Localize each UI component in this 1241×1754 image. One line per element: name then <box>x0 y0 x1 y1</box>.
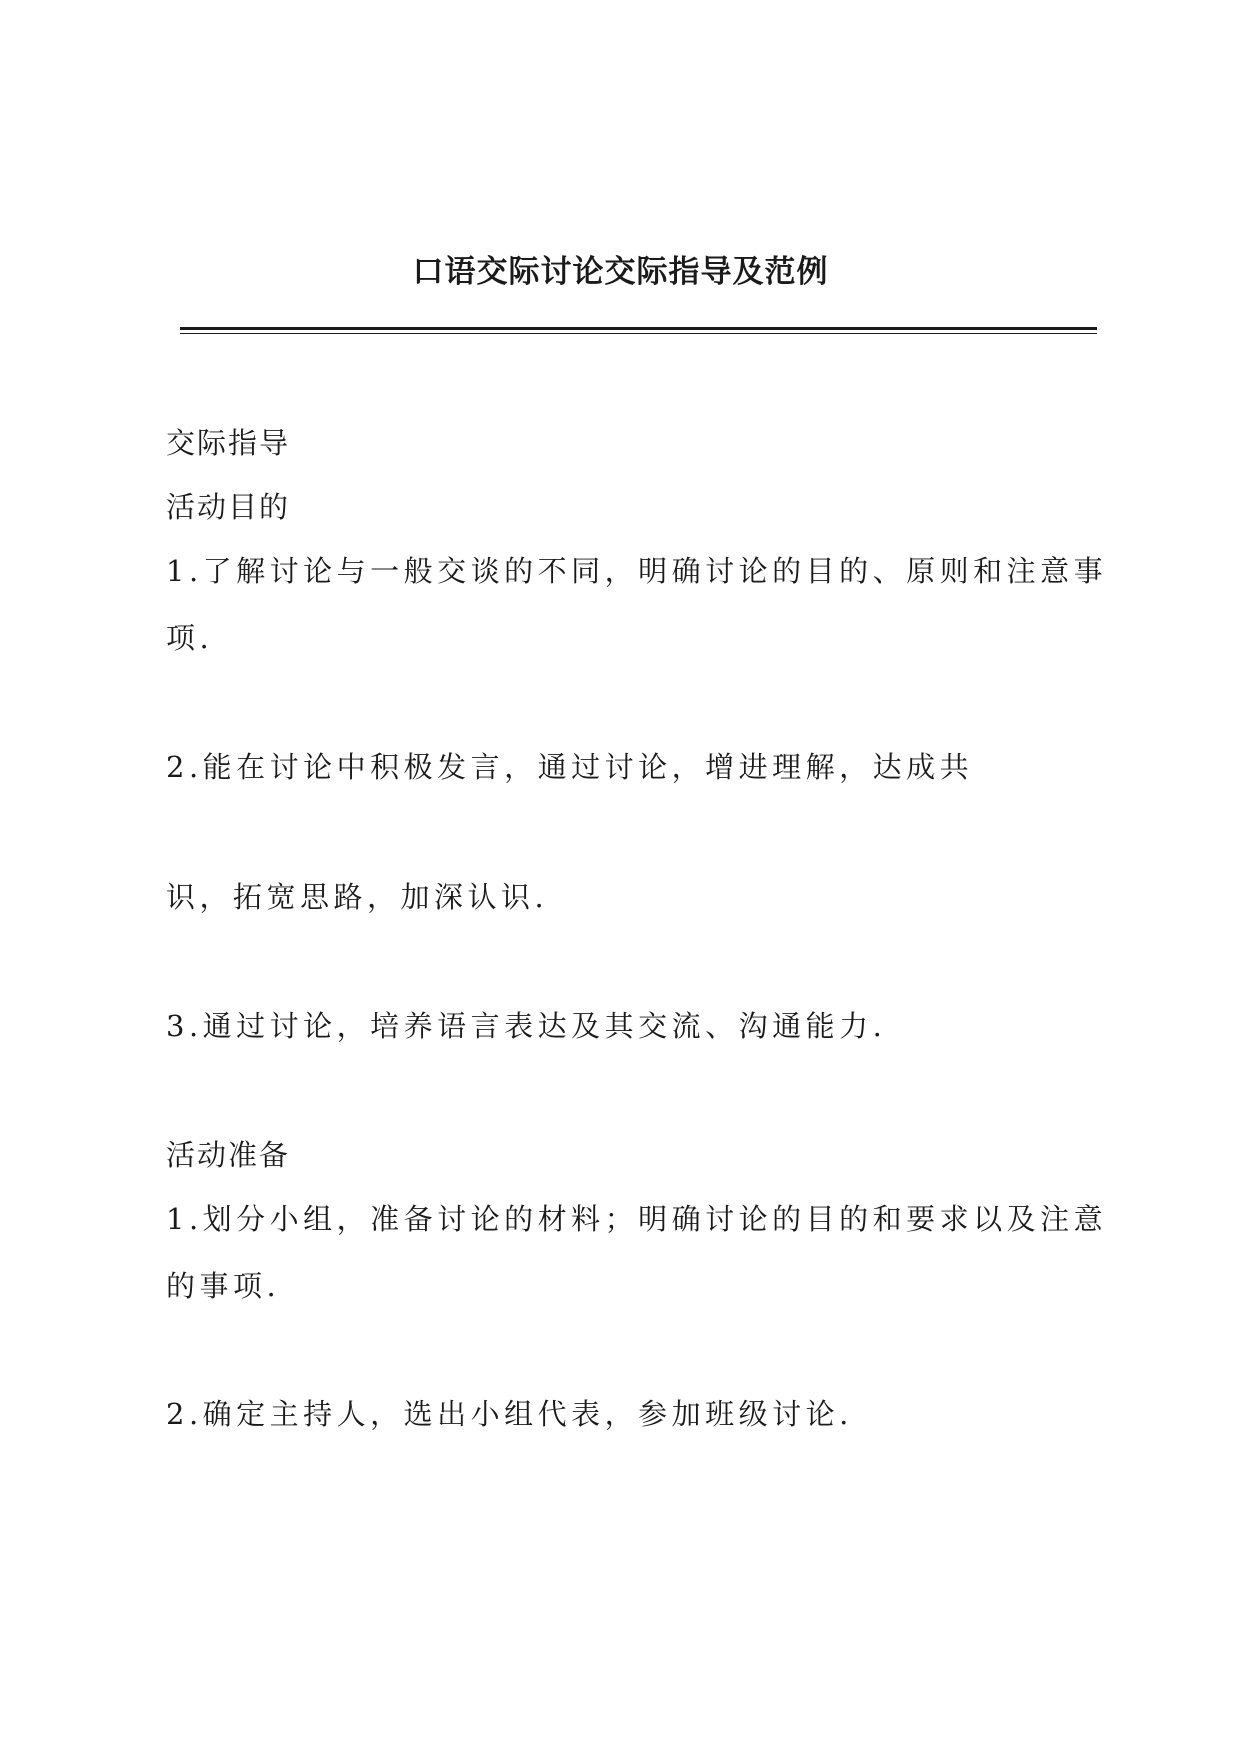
goal-item-3: 3.通过讨论，培养语言表达及其交流、沟通能力. <box>166 1009 887 1043</box>
prep-item-2: 2.确定主持人，选出小组代表，参加班级讨论. <box>166 1397 853 1431</box>
section-heading-guide: 交际指导 <box>166 426 291 460</box>
section-heading-goal: 活动目的 <box>166 490 291 524</box>
goal-item-2-line-1: 2.能在讨论中积极发言，通过讨论，增进理解，达成共 <box>166 750 974 784</box>
section-heading-prep: 活动准备 <box>166 1138 291 1172</box>
goal-item-1-line-2: 项. <box>166 621 214 655</box>
prep-item-1-line-2: 的事项. <box>166 1269 281 1303</box>
title-rule-thin <box>180 333 1097 334</box>
goal-item-1-line-1: 1.了解讨论与一般交谈的不同，明确讨论的目的、原则和注意事 <box>166 554 1108 588</box>
title-rule-thick <box>180 327 1097 330</box>
document-title: 口语交际讨论交际指导及范例 <box>412 254 829 290</box>
prep-item-1-line-1: 1.划分小组，准备讨论的材料；明确讨论的目的和要求以及注意 <box>166 1202 1108 1236</box>
goal-item-2-line-2: 识，拓宽思路，加深认识. <box>166 880 549 914</box>
